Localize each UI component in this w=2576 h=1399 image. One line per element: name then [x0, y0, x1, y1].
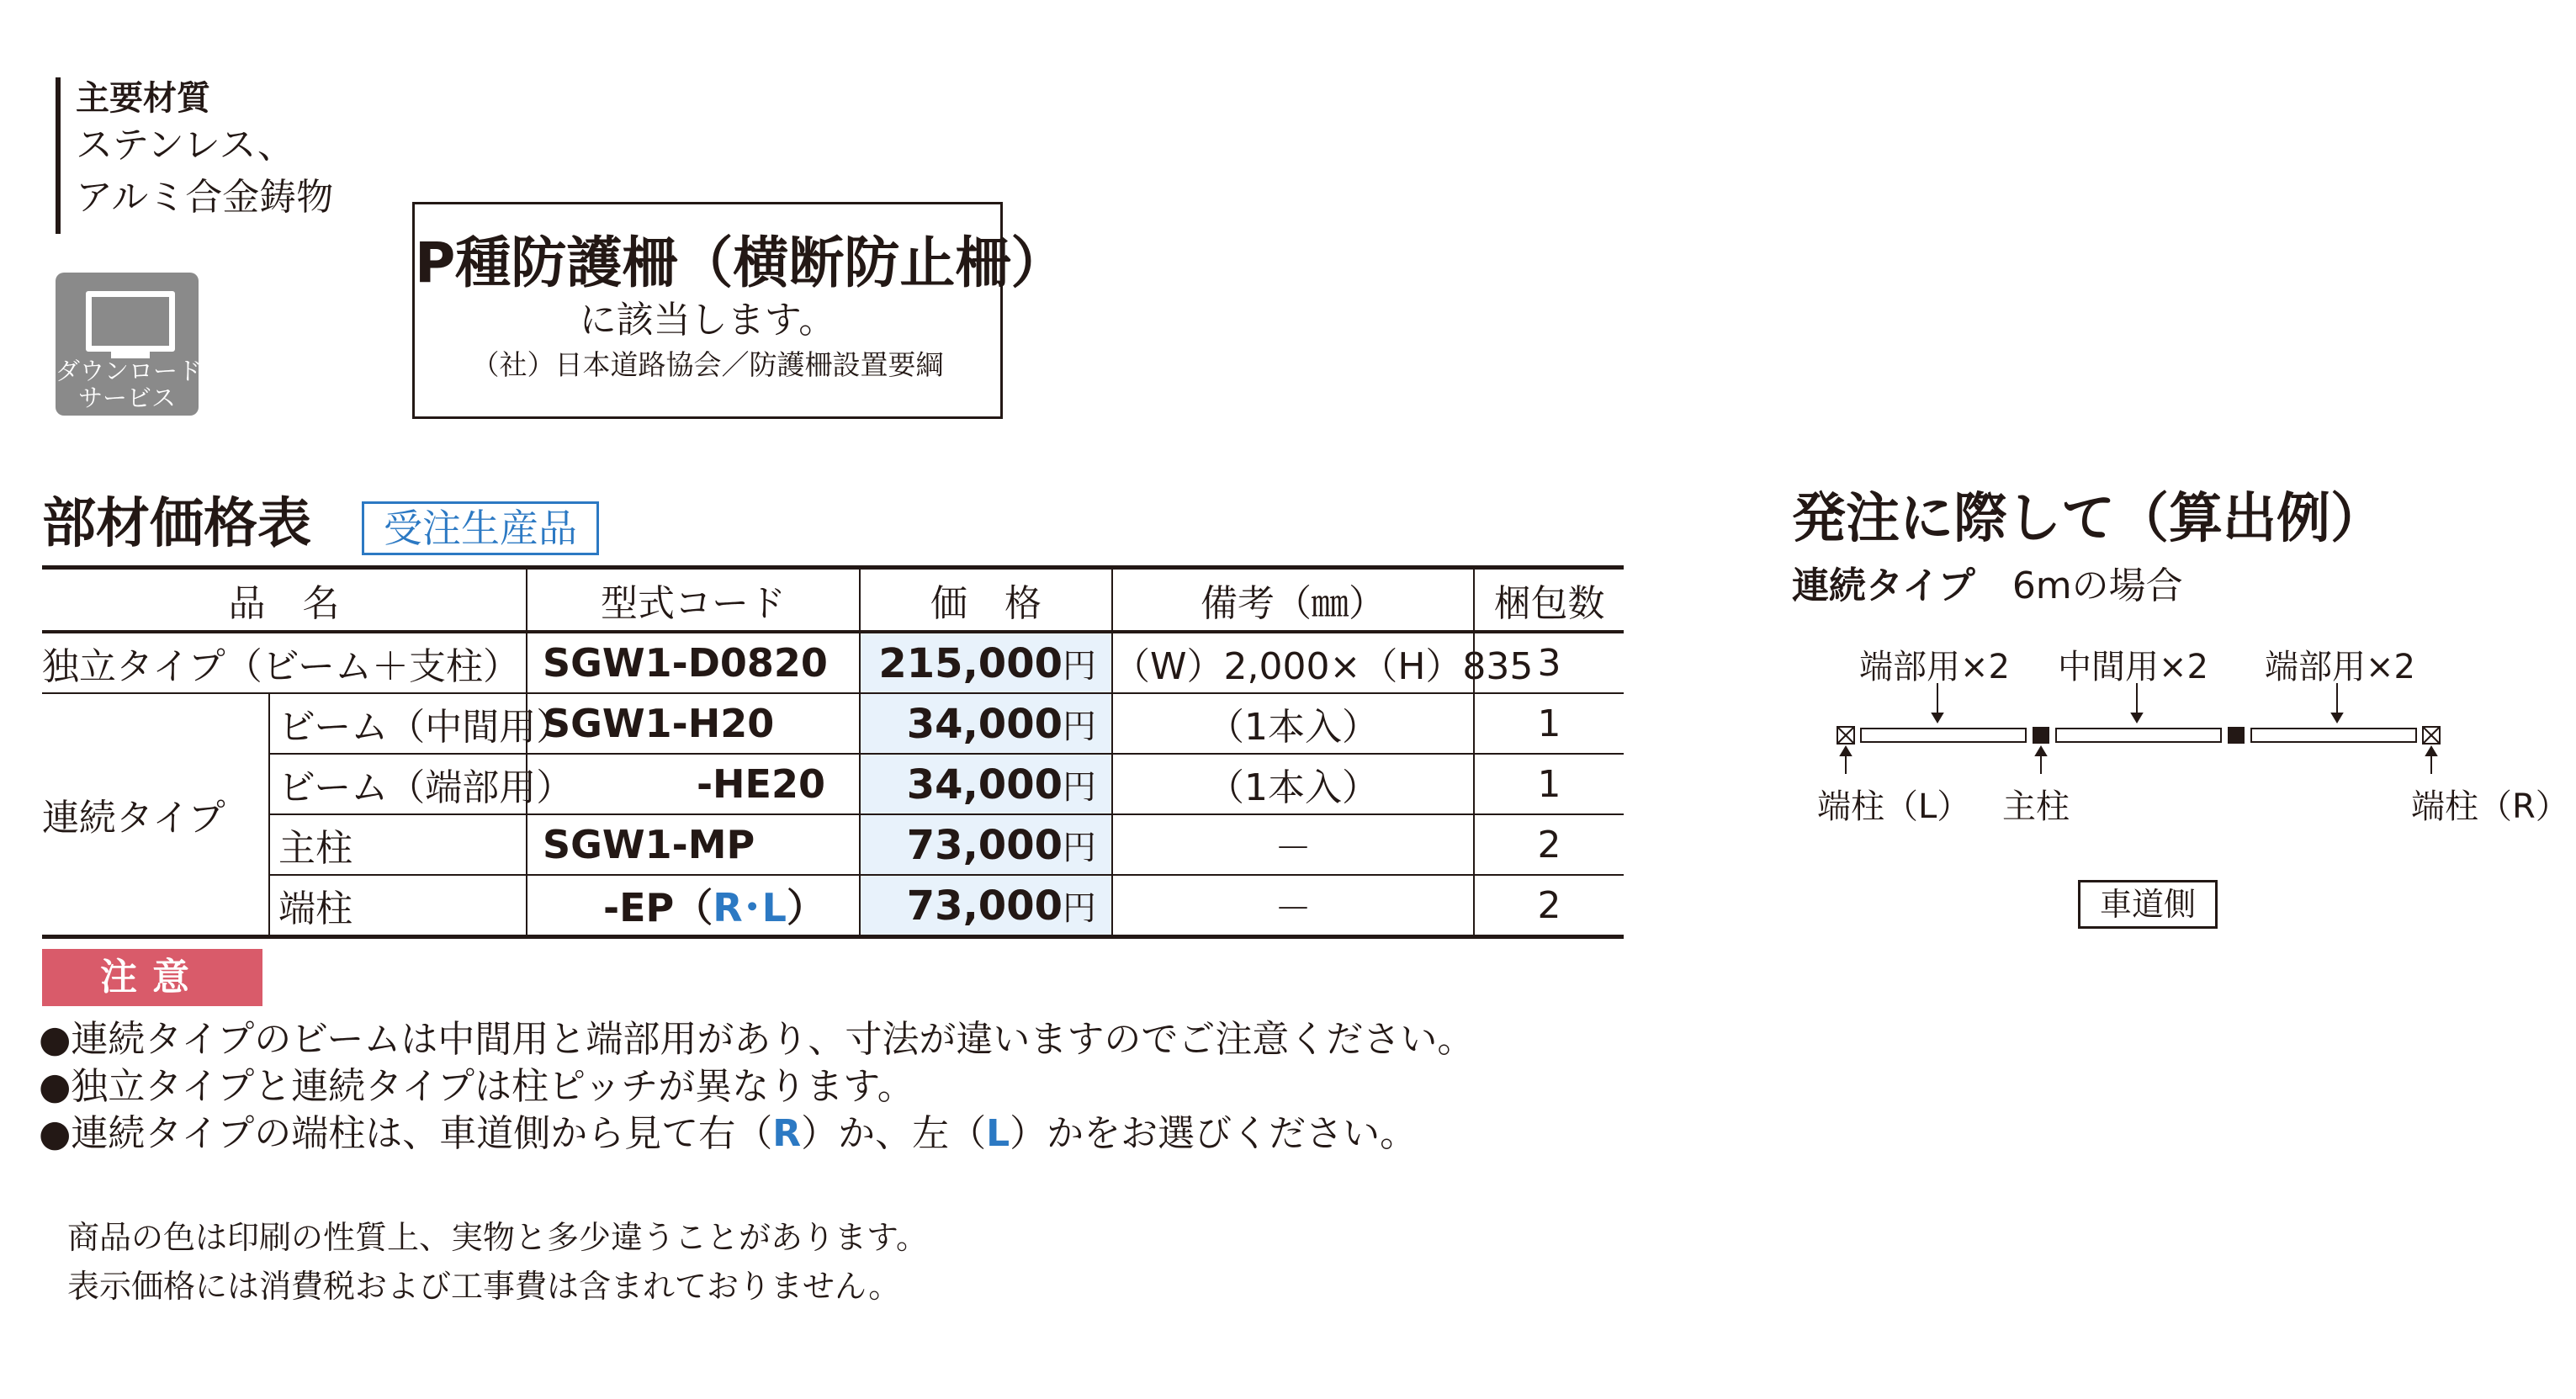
table-row [42, 754, 1624, 814]
arrow-head [2332, 713, 2342, 722]
row-code: SGW1-D0820 [527, 632, 860, 693]
row-note: （W）2,000×（H）835 [1112, 632, 1474, 693]
main-post-label: 主柱 [2002, 787, 2070, 826]
post-arrows [1841, 747, 2436, 774]
yen-unit: 円 [1063, 707, 1096, 746]
download-label-line-1: ダウンロード [56, 357, 203, 385]
arrow-head [2132, 713, 2142, 722]
row-price [860, 693, 1112, 754]
monitor-icon [86, 291, 175, 352]
yen-unit: 円 [1063, 828, 1096, 867]
p-class-title: P種防護柵（横断防止柵） [415, 231, 1067, 295]
beam-label-left: 端部用×2 [1859, 648, 2010, 686]
p-class-reference: （社）日本道路協会／防護柵設置要綱 [471, 348, 944, 381]
price-table-title: 部材価格表 [42, 493, 311, 555]
end-post-left-icon [1837, 727, 1854, 744]
row-price [860, 632, 1112, 693]
header-price: 価 格 [860, 568, 1112, 633]
order-title: 発注に際して（算出例） [1792, 488, 2384, 550]
row-pack: 1 [1474, 754, 1624, 814]
row-code: SGW1-MP [527, 814, 860, 875]
row-pack: 2 [1474, 875, 1624, 937]
row-note: （1本入） [1112, 754, 1474, 814]
footnotes [67, 1213, 928, 1311]
made-to-order-badge: 受注生産品 [362, 501, 599, 555]
note-text: ）か、左（ [801, 1112, 987, 1155]
price-value: 215,000 [878, 639, 1063, 687]
end-post-right-label: 端柱（R） [2411, 787, 2569, 826]
code-paren-close: ） [787, 885, 825, 930]
caution-label: 注意 [42, 949, 262, 1006]
row-name: ビーム（端部用） [269, 754, 527, 814]
row-name: ビーム（中間用） [269, 693, 527, 754]
code-paren-open: （ [674, 885, 713, 930]
table-row [42, 814, 1624, 875]
download-service-button[interactable] [56, 273, 203, 416]
road-side-label: 車道側 [2078, 880, 2218, 929]
price-value: 73,000 [906, 882, 1063, 930]
header-pack: 梱包数 [1474, 568, 1624, 633]
end-post-right-icon [2423, 727, 2440, 744]
row-price [860, 875, 1112, 937]
price-value: 34,000 [906, 760, 1063, 808]
row-name: 独立タイプ（ビーム＋支柱） [42, 632, 527, 693]
row-price [860, 754, 1112, 814]
row-name: 主柱 [269, 814, 527, 875]
arrow-head [1932, 713, 1943, 722]
p-class-subtitle: に該当します。 [579, 299, 836, 342]
caution-notes [39, 1016, 1474, 1158]
row-note: － [1112, 875, 1474, 937]
layout-diagram [1817, 683, 2457, 776]
table-row [42, 875, 1624, 937]
p-class-box [412, 202, 1067, 419]
row-price [860, 814, 1112, 875]
row-pack: 3 [1474, 632, 1624, 693]
header-code: 型式コード [527, 568, 860, 633]
row-note: － [1112, 814, 1474, 875]
note-left-code: L [986, 1112, 1010, 1155]
code-base: -EP [603, 885, 675, 930]
table-header-row [42, 568, 1624, 633]
table-row [42, 632, 1624, 693]
main-post-icon [2228, 727, 2245, 744]
note-text: ●連続タイプの端柱は、車道側から見て右（ [39, 1112, 773, 1155]
main-post-icon [2033, 727, 2049, 744]
footnote: 表示価格には消費税および工事費は含まれておりません。 [67, 1268, 901, 1305]
row-code [527, 875, 860, 937]
caution-note [39, 1110, 1474, 1158]
beam-label-middle: 中間用×2 [2058, 648, 2208, 686]
order-subtitle [1792, 559, 2183, 614]
footnote: 商品の色は印刷の性質上、実物と多少違うことがあります。 [67, 1219, 928, 1256]
material-section [56, 77, 412, 234]
row-note: （1本入） [1112, 693, 1474, 754]
beam-middle [2056, 729, 2221, 742]
price-value: 34,000 [906, 700, 1063, 748]
group-continuous: 連続タイプ [42, 693, 269, 937]
caution-note: ●連続タイプのビームは中間用と端部用があり、寸法が違いますのでご注意ください。 [39, 1018, 1475, 1061]
yen-unit: 円 [1063, 646, 1096, 686]
order-subtitle-type: 連続タイプ [1792, 564, 1975, 607]
yen-unit: 円 [1063, 888, 1096, 928]
row-code: -HE20 [527, 754, 860, 814]
caution-note: ●独立タイプと連続タイプは柱ピッチが異なります。 [39, 1065, 914, 1108]
note-right-code: R [772, 1112, 802, 1155]
row-code: SGW1-H20 [527, 693, 860, 754]
code-variant: R･L [713, 885, 787, 930]
table-row [42, 693, 1624, 754]
beam-end-left [1861, 729, 2026, 742]
beam-arrows [1932, 683, 2342, 722]
material-heading: 主要材質 [76, 79, 210, 118]
header-note: 備考（㎜） [1112, 568, 1474, 633]
row-name: 端柱 [269, 875, 527, 937]
order-subtitle-length: 6mの場合 [2012, 564, 2183, 607]
yen-unit: 円 [1063, 767, 1096, 807]
material-line-2: アルミ合金鋳物 [76, 176, 334, 219]
header-name: 品 名 [42, 568, 527, 633]
download-label-line-2: サービス [77, 384, 176, 412]
row-pack: 2 [1474, 814, 1624, 875]
row-pack: 1 [1474, 693, 1624, 754]
beam-label-right: 端部用×2 [2265, 648, 2415, 686]
beam-end-right [2251, 729, 2416, 742]
end-post-left-label: 端柱（L） [1817, 787, 1971, 826]
note-text: ）かをお選びください。 [1010, 1112, 1418, 1155]
material-line-1: ステンレス、 [76, 124, 294, 167]
price-value: 73,000 [906, 821, 1063, 869]
price-table [42, 565, 1624, 939]
